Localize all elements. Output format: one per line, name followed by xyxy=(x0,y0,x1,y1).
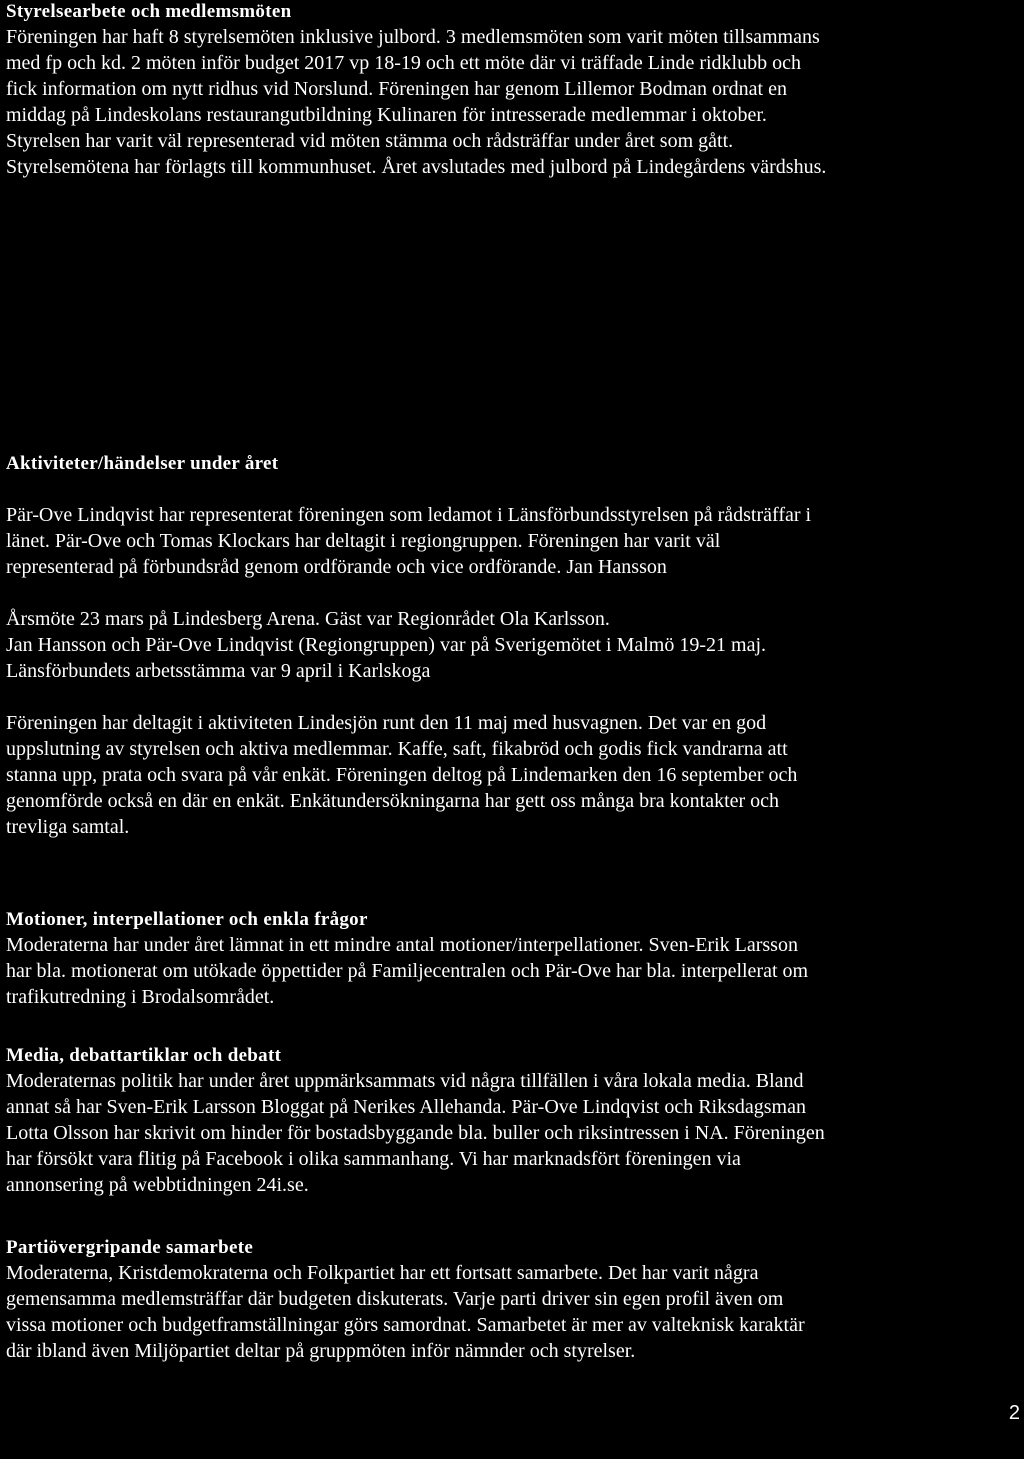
paragraph-line: Moderaternas politik har under året uppmärksammats vid några tillfällen i våra lokala media. Bland xyxy=(6,1070,804,1092)
paragraph-line: Pär-Ove Lindqvist har representerat föreningen som ledamot i Länsförbundsstyrelsen på rådsträffar i xyxy=(6,504,812,526)
page-number: 2 xyxy=(1008,1402,1020,1424)
heading-samarbete: Partiövergripande samarbete xyxy=(6,1237,254,1258)
paragraph-line: Föreningen har haft 8 styrelsemöten inklusive julbord. 3 medlemsmöten som varit möten tillsammans xyxy=(6,26,820,48)
paragraph-line: Jan Hansson och Pär-Ove Lindqvist (Regiongruppen) var på Sverigemötet i Malmö 19-21 maj. xyxy=(6,634,766,656)
paragraph-line: trafikutredning i Brodalsområdet. xyxy=(6,986,275,1008)
paragraph-line: annat så har Sven-Erik Larsson Bloggat på Nerikes Allehanda. Pär-Ove Lindqvist och Riksdagsman xyxy=(6,1096,806,1118)
paragraph-line: stanna upp, prata och svara på vår enkät. Föreningen deltog på Lindemarken den 16 september och xyxy=(6,764,798,786)
paragraph-line: vissa motioner och budgetframställningar görs samordnat. Samarbetet är mer av valteknisk karaktär xyxy=(6,1314,805,1336)
paragraph-line: trevliga samtal. xyxy=(6,816,130,838)
paragraph-line: Styrelsen har varit väl representerad vid möten stämma och rådsträffar under året som gått. xyxy=(6,130,734,152)
section-samarbete xyxy=(6,1236,1018,1364)
paragraph-line: uppslutning av styrelsen och aktiva medlemmar. Kaffe, saft, fikabröd och godis fick vandrarna att xyxy=(6,738,788,760)
paragraph-line: med fp och kd. 2 möten inför budget 2017 vp 18-19 och ett möte där vi träffade Linde ridklubb och xyxy=(6,52,801,74)
section-aktiviteter xyxy=(6,452,1018,840)
paragraph-line: representerad på förbundsråd genom ordförande och vice ordförande. Jan Hansson xyxy=(6,556,667,578)
section-styrelsearbete xyxy=(6,0,1018,180)
paragraph-line: där ibland även Miljöpartiet deltar på gruppmöten inför nämnder och styrelser. xyxy=(6,1340,636,1362)
heading-media: Media, debattartiklar och debatt xyxy=(6,1045,282,1066)
paragraph-line: Föreningen har deltagit i aktiviteten Lindesjön runt den 11 maj med husvagnen. Det var en god xyxy=(6,712,767,734)
paragraph-line: har försökt vara flitig på Facebook i olika sammanhang. Vi har marknadsfört föreningen via xyxy=(6,1148,741,1170)
paragraph-line: Lotta Olsson har skrivit om hinder för bostadsbyggande bla. buller och riksintressen i NA. Föreningen xyxy=(6,1122,825,1144)
section-media xyxy=(6,1044,1018,1198)
paragraph-line: Årsmöte 23 mars på Lindesberg Arena. Gäst var Regionrådet Ola Karlsson. xyxy=(6,608,610,630)
paragraph-line: Styrelsemötena har förlagts till kommunhuset. Året avslutades med julbord på Lindegårdens värdshus. xyxy=(6,156,827,178)
heading-motioner: Motioner, interpellationer och enkla frågor xyxy=(6,909,368,930)
paragraph-line: genomförde också en där en enkät. Enkätundersökningarna har gett oss många bra kontakter och xyxy=(6,790,780,812)
paragraph-line: fick information om nytt ridhus vid Norslund. Föreningen har genom Lillemor Bodman ordnat en xyxy=(6,78,787,100)
paragraph-line: gemensamma medlemsträffar där budgeten diskuterats. Varje parti driver sin egen profil även om xyxy=(6,1288,784,1310)
heading-styrelsearbete: Styrelsearbete och medlemsmöten xyxy=(6,1,292,22)
paragraph-line: Länsförbundets arbetsstämma var 9 april i Karlskoga xyxy=(6,660,431,682)
paragraph-line: annonsering på webbtidningen 24i.se. xyxy=(6,1174,309,1196)
paragraph-line: Moderaterna, Kristdemokraterna och Folkpartiet har ett fortsatt samarbete. Det har varit några xyxy=(6,1262,759,1284)
paragraph-line: Moderaterna har under året lämnat in ett mindre antal motioner/interpellationer. Sven-Erik Larsson xyxy=(6,934,798,956)
heading-aktiviteter: Aktiviteter/händelser under året xyxy=(6,453,279,474)
paragraph-line: middag på Lindeskolans restaurangutbildning Kulinaren för intresserade medlemmar i oktober. xyxy=(6,104,767,126)
paragraph-line: länet. Pär-Ove och Tomas Klockars har deltagit i regiongruppen. Föreningen har varit väl xyxy=(6,530,721,552)
paragraph-line: har bla. motionerat om utökade öppettider på Familjecentralen och Pär-Ove har bla. interpellerat om xyxy=(6,960,809,982)
section-motioner xyxy=(6,908,1018,1010)
